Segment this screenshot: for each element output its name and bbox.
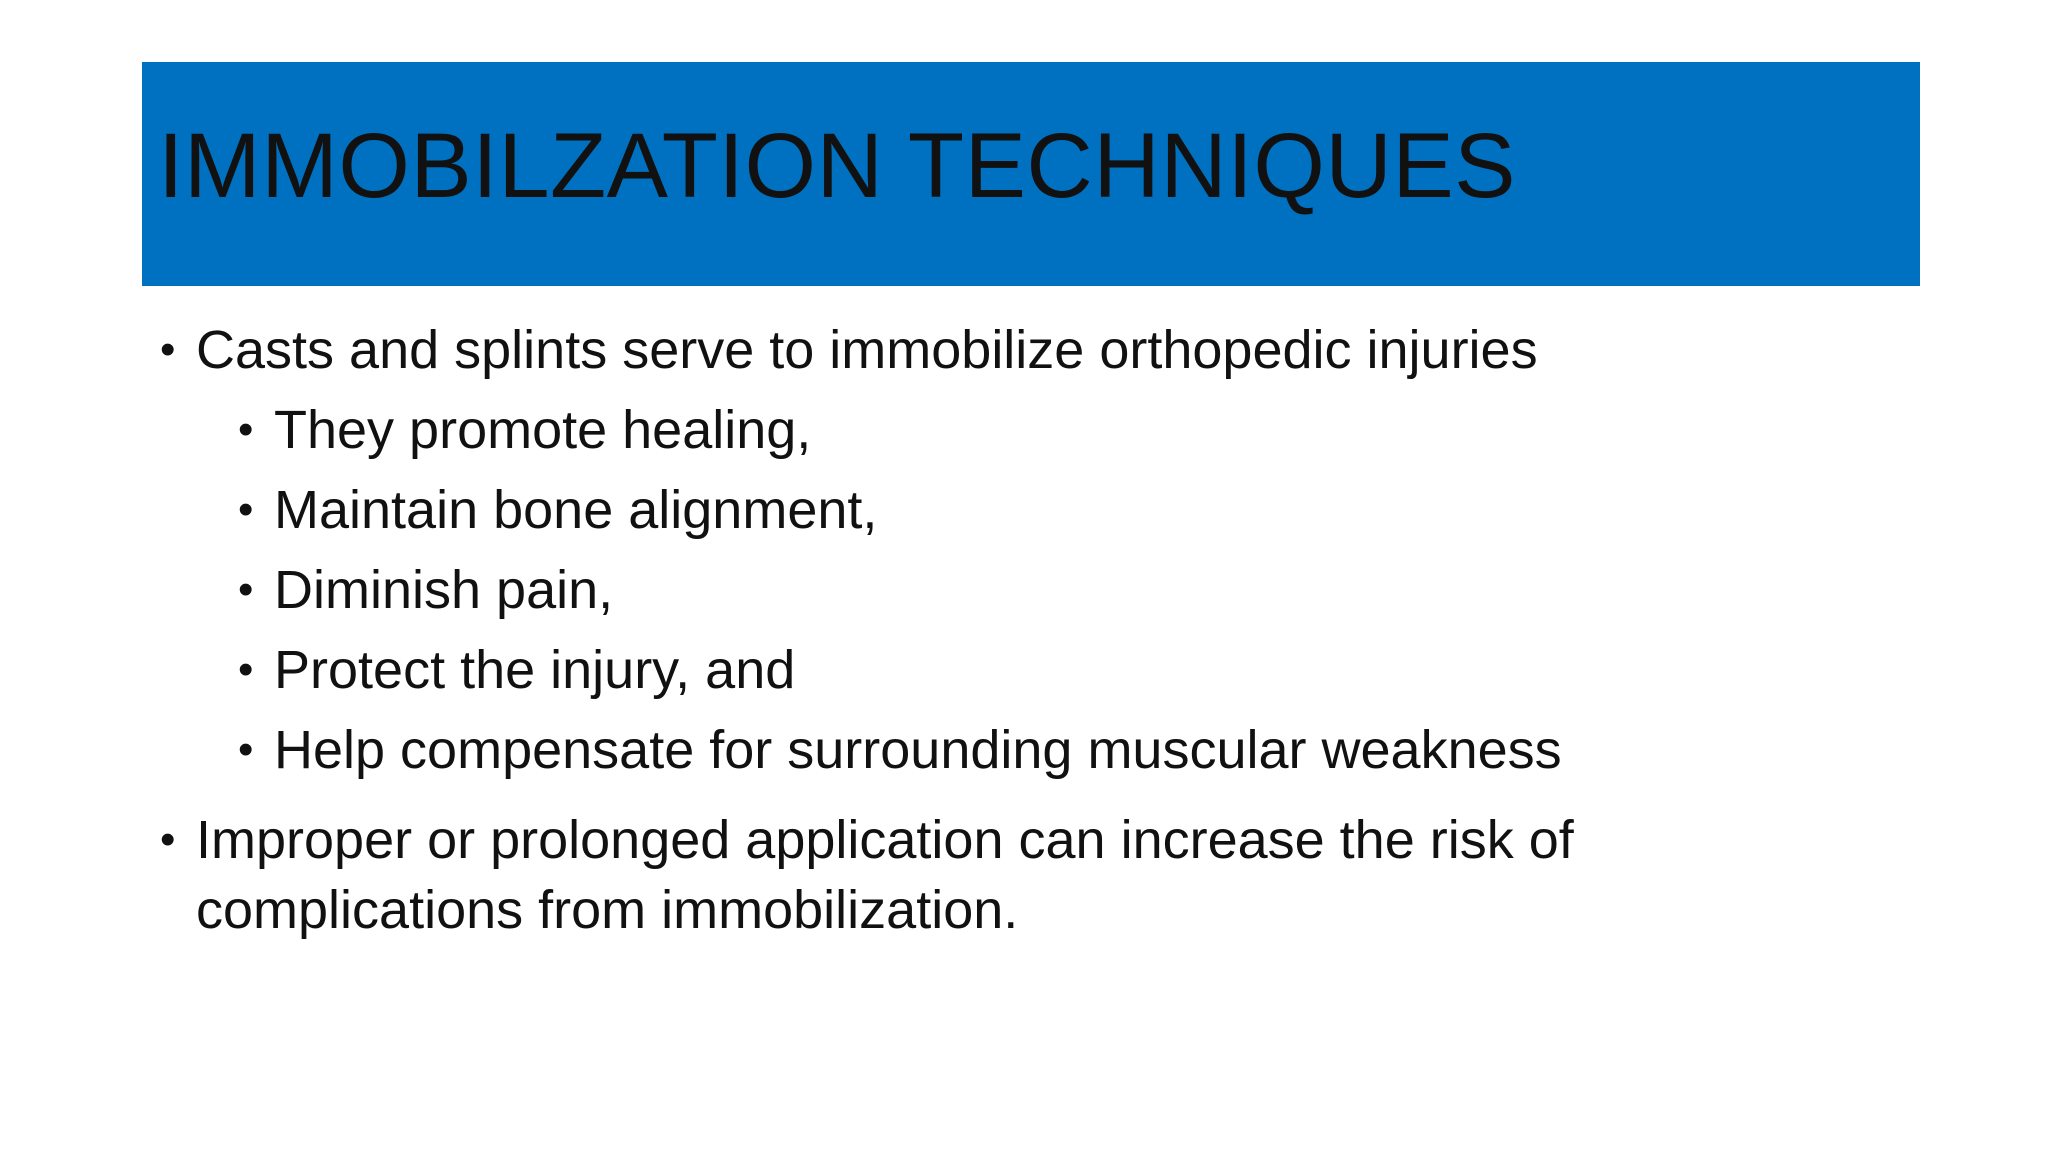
bullet-text: Diminish pain, [274,560,614,620]
bullet-icon: • [238,725,254,774]
bullet-text: Help compensate for surrounding muscular weakness [274,720,1562,780]
bullet-item [160,806,1574,874]
sub-bullet-item [238,716,1562,784]
slide-title: IMMOBILZATION TECHNIQUES [158,115,1517,217]
bullet-text: They promote healing, [274,400,812,460]
bullet-icon: • [160,815,176,864]
sub-bullet-item [238,556,614,624]
sub-bullet-item [238,476,878,544]
sub-bullet-item [238,396,812,464]
bullet-icon: • [238,485,254,534]
bullet-continuation [196,876,1018,944]
bullet-text: Protect the injury, and [274,640,796,700]
bullet-text: Maintain bone alignment, [274,480,878,540]
bullet-text: complications from immobilization. [196,880,1019,940]
bullet-icon: • [238,405,254,454]
bullet-text: Casts and splints serve to immobilize orthopedic injuries [196,320,1538,380]
bullet-icon: • [238,645,254,694]
bullet-text: Improper or prolonged application can increase the risk of [196,810,1574,870]
bullet-item [160,316,1538,384]
bullet-icon: • [238,565,254,614]
bullet-icon: • [160,325,176,374]
sub-bullet-item [238,636,796,704]
